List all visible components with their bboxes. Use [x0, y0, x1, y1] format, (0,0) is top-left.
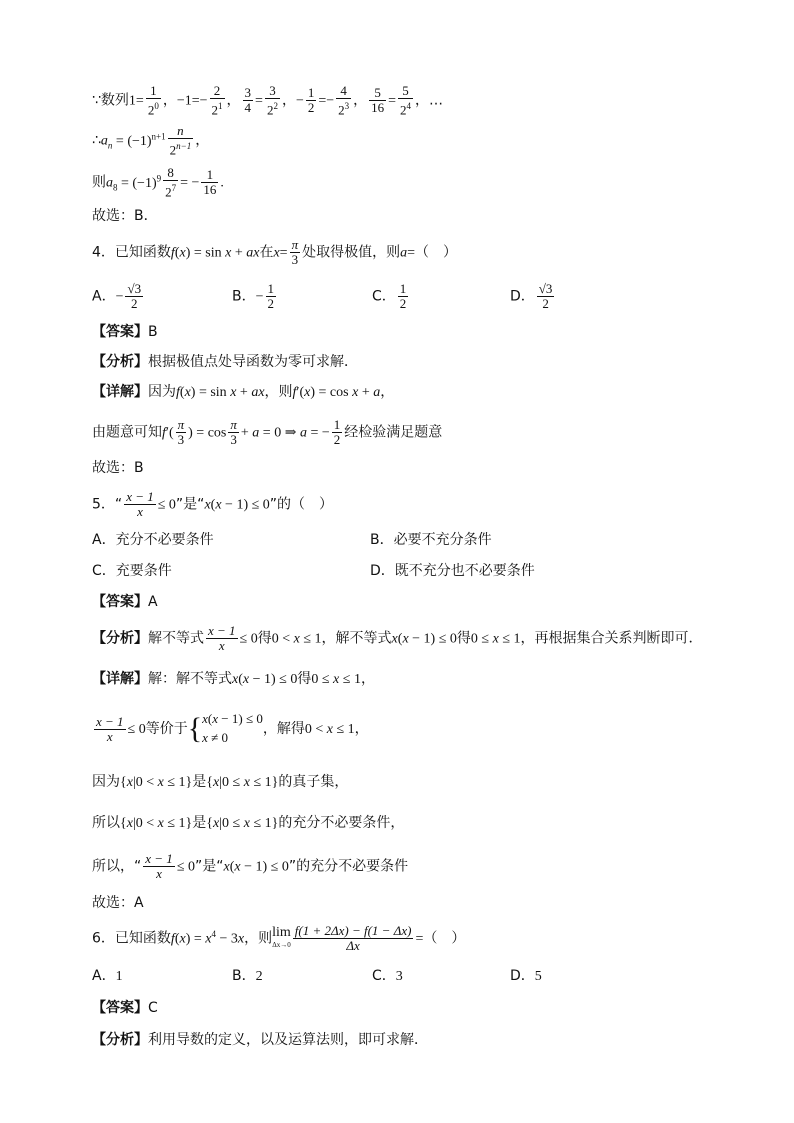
- detail-text: 是: [192, 774, 207, 790]
- option-a[interactable]: A．1: [92, 968, 123, 984]
- option-b[interactable]: B．2: [232, 968, 263, 984]
- option-a[interactable]: A．充分不必要条件: [92, 532, 214, 548]
- stem-text: 在: [259, 244, 274, 261]
- option-d[interactable]: D．既不充分也不必要条件: [370, 563, 535, 579]
- option-c[interactable]: C．3: [372, 968, 403, 984]
- detail-text: 所以: [92, 815, 120, 831]
- analysis-text: 解不等式: [148, 630, 204, 647]
- answer-value: A: [148, 594, 158, 610]
- option-b[interactable]: B．− $\frac{1}{2}$: [232, 281, 275, 311]
- answer-value: B: [148, 324, 158, 340]
- q6-analysis: [92, 1030, 754, 1050]
- q4-analysis: [92, 352, 754, 372]
- detail-text: 的充分不必要条件，: [278, 815, 405, 831]
- detail-text: ，则: [264, 384, 293, 400]
- fraction: $\frac{5}{2^4}$: [400, 83, 412, 118]
- question-number: 4．: [92, 244, 115, 261]
- q6-answer: [92, 998, 754, 1018]
- stem-text: 已知函数: [114, 930, 171, 947]
- stem-text: 处取得极值，则: [302, 244, 401, 261]
- detail-text: 得: [297, 671, 312, 687]
- q4-detail-2: 由题意可知f′( $\frac{\pi}{3}$ ) = cos $\frac{\pi}{3}$ + a = 0 ⇒ a = − $\frac{1}{2}$ 经检验满足题意: [92, 417, 443, 447]
- q5-choose: 故选：A: [92, 895, 144, 911]
- analysis-text: ，再根据集合关系判断即可．: [520, 630, 703, 647]
- a8-line: 则$a_8 = (-1)^9$ $\frac{8}{2^7}$ = − $\frac{1}{16}$ .: [92, 165, 224, 200]
- stem-text: 已知函数: [114, 244, 171, 261]
- question-6-stem: 6．已知函数$f(x) = x^4 - 3x$，则lim Δx→0 $\frac{f(1 + 2\Delta x) - f(1 - \Delta x)}{\Delta x}$ =（ ）: [92, 923, 466, 954]
- detail-text: ”是“: [195, 858, 224, 875]
- detail-text: 的真子集，: [278, 774, 349, 790]
- detail-text: 解：解不等式: [148, 671, 232, 687]
- analysis-tag: 【分析】: [92, 1032, 148, 1048]
- question-number: 6．: [92, 930, 115, 947]
- fraction: $\frac{5}{16}$: [371, 85, 385, 116]
- detail-text: ，: [354, 721, 369, 737]
- detail-tag: 【详解】: [92, 384, 148, 400]
- option-c[interactable]: C．充要条件: [92, 563, 172, 579]
- choose-line: 故选：B．: [92, 208, 158, 224]
- q5-detail-4: 所以{x|0 < x ≤ 1}是{x|0 ≤ x ≤ 1}的充分不必要条件，: [92, 815, 405, 831]
- q5-detail-5: 所以，“ $\frac{x - 1}{x}$ ≤ 0”是“x(x − 1) ≤ 0”的充分不必要条件: [92, 851, 409, 881]
- fraction: $\frac{3}{4}$: [244, 85, 252, 116]
- detail-text: 是: [192, 815, 207, 831]
- detail-text: 等价于: [145, 721, 188, 737]
- fraction: $\frac{2}{2^1}$: [211, 83, 223, 118]
- stem-text: （ ）: [423, 930, 466, 947]
- analysis-text: 利用导数的定义，以及运算法则，即可求解．: [148, 1032, 428, 1048]
- fraction: $\frac{8}{2^7}$: [165, 165, 177, 200]
- q5-detail-3: 因为{x|0 < x ≤ 1}是{x|0 ≤ x ≤ 1}的真子集，: [92, 774, 349, 790]
- question-4-stem: 4．已知函数f(x) = sin x + ax在x= $\frac{\pi}{3}$ 处取得极值，则a=（ ）: [92, 237, 457, 267]
- question-5-stem: 5．“ $\frac{x - 1}{x}$ ≤ 0”是“x(x − 1) ≤ 0”的（ ）: [92, 489, 334, 519]
- detail-text: ，: [380, 384, 395, 400]
- analysis-tag: 【分析】: [92, 354, 148, 370]
- detail-text: ，解得: [262, 721, 305, 737]
- fraction: $\frac{3}{2^2}$: [266, 83, 278, 118]
- stem-text: ”是“: [175, 496, 205, 513]
- fraction: $\frac{n}{2^{n-1}}$: [169, 123, 192, 158]
- detail-text: ”的充分不必要条件: [288, 858, 409, 875]
- option-d[interactable]: D．5: [510, 968, 542, 984]
- answer-value: C: [148, 1000, 158, 1016]
- fraction: $\frac{1}{2}$: [307, 85, 315, 116]
- analysis-text: 根据极值点处导函数为零可求解．: [148, 354, 358, 370]
- seq-term-2: −1: [176, 93, 192, 109]
- sequence-prefix: ∵数列: [92, 92, 129, 109]
- answer-tag: 【答案】: [92, 594, 148, 610]
- fraction: $\frac{4}{2^3}$: [338, 83, 350, 118]
- detail-text: 因为: [92, 774, 120, 790]
- option-c[interactable]: C． $\frac{1}{2}$: [372, 281, 407, 311]
- detail-text: 所以，“: [92, 858, 142, 875]
- detail-text: ，: [360, 671, 375, 687]
- inequality-system: x(x − 1) ≤ 0 x ≠ 0: [202, 711, 263, 745]
- detail-text: 因为: [148, 384, 176, 400]
- option-d[interactable]: D． $\frac{√3}{2}$: [510, 281, 553, 311]
- q5-answer: [92, 592, 754, 612]
- then-word: 则: [92, 174, 106, 191]
- fraction: $\frac{1}{2^0}$: [147, 83, 159, 118]
- fraction: $\frac{1}{16}$: [203, 167, 217, 198]
- q5-analysis: 【分析】解不等式 $\frac{x - 1}{x}$ ≤ 0得0 < x ≤ 1，解不等式x(x − 1) ≤ 0得0 ≤ x ≤ 1，再根据集合关系判断即可．: [92, 623, 703, 653]
- q4-choose: 故选：B: [92, 460, 144, 476]
- stem-text: （ ）: [415, 244, 457, 261]
- q5-detail-1: 【详解】解：解不等式x(x − 1) ≤ 0得0 ≤ x ≤ 1，: [92, 671, 375, 687]
- stem-text: “: [114, 496, 123, 513]
- detail-text: 经检验满足题意: [344, 424, 443, 441]
- option-b[interactable]: B．必要不充分条件: [370, 532, 492, 548]
- sequence-line: ∵数列1= $\frac{1}{2^0}$ ，−1=− $\frac{2}{2^1}$ ， $\frac{3}{4}$ = $\frac{3}{2^2}$ ，− $\frac{1}{2}$ =− $\frac{4}{2^3}$ ， $\frac{5}{16}$ = $\frac{5}{2^4}$ ，…: [92, 83, 444, 118]
- therefore-symbol: ∴: [92, 132, 101, 149]
- analysis-text: ，解不等式: [321, 630, 392, 647]
- detail-tag: 【详解】: [92, 671, 148, 687]
- q4-answer: [92, 322, 754, 342]
- seq-term-1: 1: [128, 93, 136, 109]
- q4-detail-1: 【详解】因为f(x) = sin x + ax，则f′(x) = cos x + a，: [92, 384, 395, 400]
- limit-operator: lim Δx→0: [272, 924, 291, 949]
- analysis-text: 得: [456, 630, 471, 647]
- answer-tag: 【答案】: [92, 1000, 148, 1016]
- analysis-text: 得: [257, 630, 272, 647]
- fraction: $\frac{\pi}{3}$: [291, 237, 299, 267]
- stem-text: ”的（ ）: [269, 496, 334, 513]
- question-number: 5．: [92, 496, 115, 513]
- q5-detail-2: $\frac{x - 1}{x}$ ≤ 0等价于{ x(x − 1) ≤ 0 x ≠ 0 ，解得0 < x ≤ 1，: [92, 710, 754, 750]
- analysis-tag: 【分析】: [92, 630, 148, 647]
- general-term-line: $\therefore a_n = (-1)^{n+1}$ $\frac{n}{2^{n-1}}$ ，: [92, 123, 210, 158]
- option-a[interactable]: A．− $\frac{√3}{2}$: [92, 281, 142, 311]
- sequence-end: ，…: [415, 92, 444, 109]
- detail-text: 由题意可知: [92, 424, 162, 441]
- answer-tag: 【答案】: [92, 324, 148, 340]
- stem-text: ，则: [244, 930, 273, 947]
- question-4-options: [92, 282, 754, 312]
